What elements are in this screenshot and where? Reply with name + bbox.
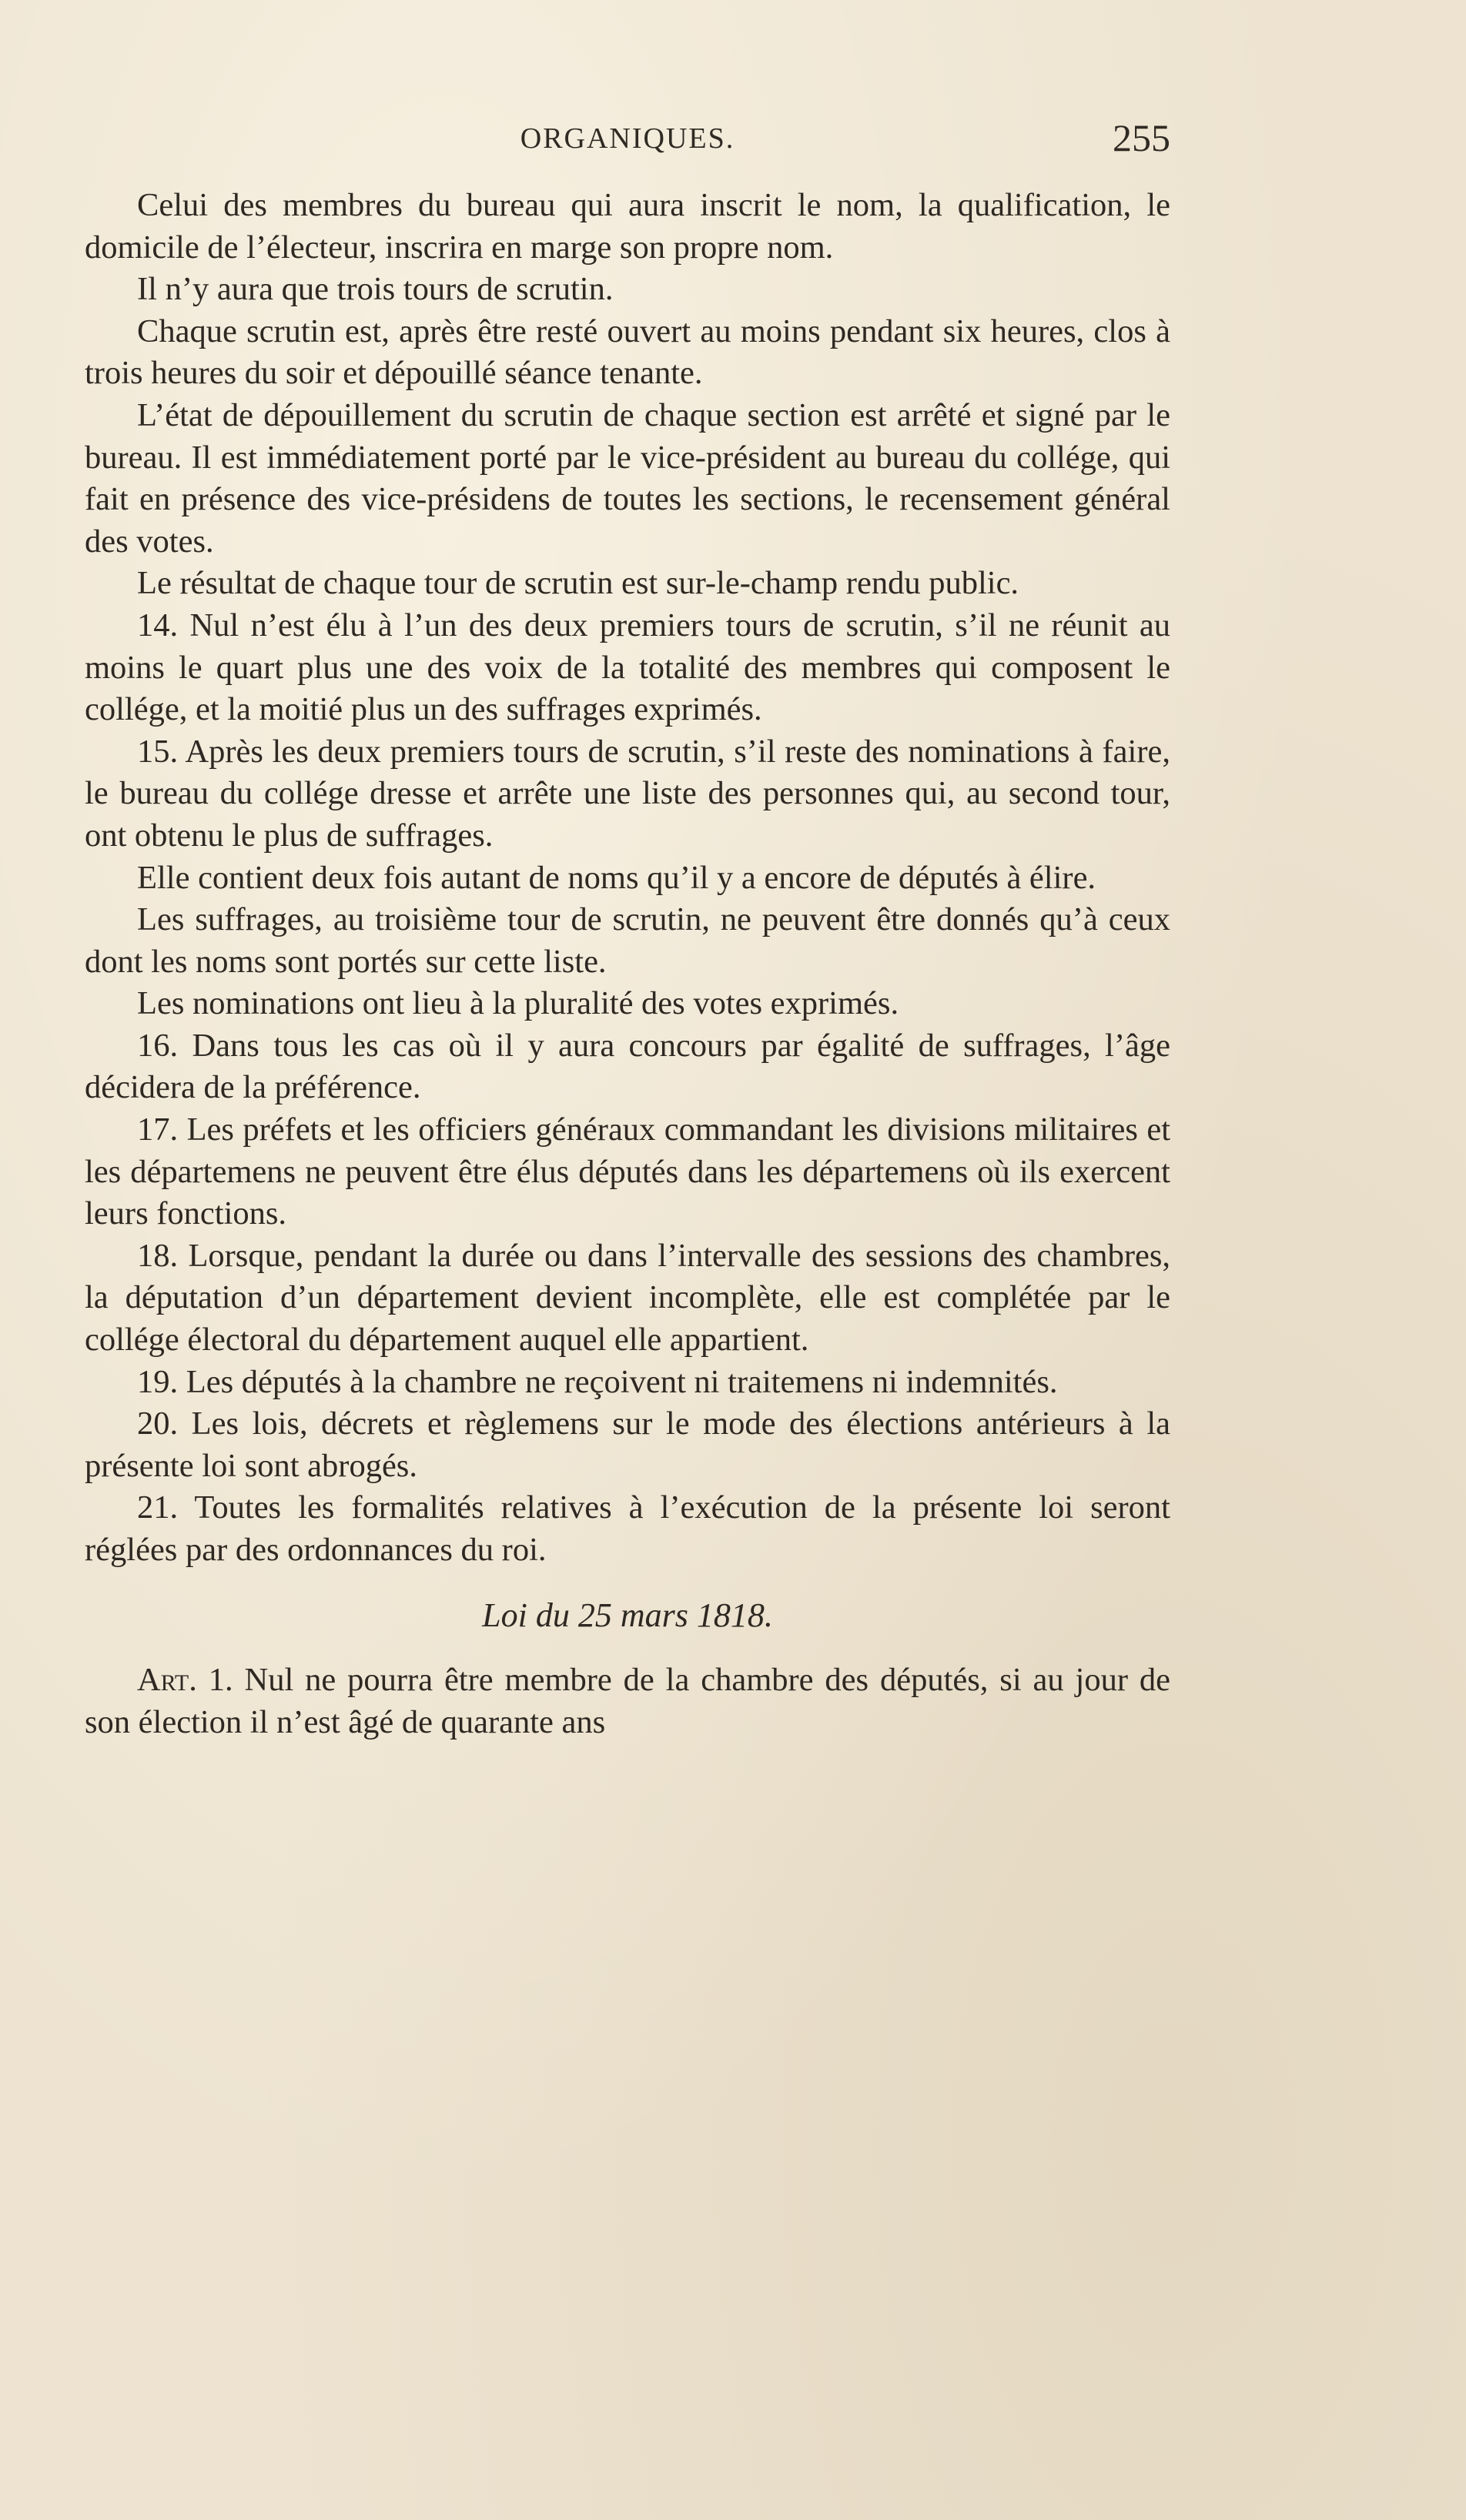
running-title: ORGANIQUES. [520, 122, 735, 155]
paragraph: Il n’y aura que trois tours de scrutin. [137, 271, 614, 308]
article-14: 14. Nul n’est élu à l’un des deux premiers tours de scrutin, s’il ne réunit au moins le quart plus une des voix de la totalité des membres qui composent le collége, et la moitié plus un des suffrages exprimés. [85, 607, 1170, 728]
paragraph: L’état de dépouillement du scrutin de chaque section est arrêté et signé par le bureau. Il est immédiatement porté par le vice-président au bureau du collége, qui fait en présence des vice-présidens de toutes les sections, le recensement général des votes. [85, 396, 1170, 560]
paragraph: Les suffrages, au troisième tour de scrutin, ne peuvent être donnés qu’à ceux dont les noms sont portés sur cette liste. [85, 901, 1170, 980]
article-15: 15. Après les deux premiers tours de scrutin, s’il reste des nominations à faire, le bureau du collége dresse et arrête une liste des personnes qui, au second tour, ont obtenu le plus de suffrages. [85, 733, 1170, 854]
article-16: 16. Dans tous les cas où il y aura concours par égalité de suffrages, l’âge décidera de la préférence. [85, 1027, 1170, 1106]
article-17: 17. Les préfets et les officiers généraux commandant les divisions militaires et les départemens ne peuvent être élus députés dans les départemens où ils exercent leurs fonctions. [85, 1111, 1170, 1232]
paragraph: Elle contient deux fois autant de noms qu’il y a encore de députés à élire. [137, 859, 1096, 896]
article-20: 20. Les lois, décrets et règlemens sur le mode des élections antérieurs à la présente loi sont abrogés. [85, 1405, 1170, 1484]
article-label: Art. 1. [137, 1662, 233, 1699]
article-18: 18. Lorsque, pendant la durée ou dans l’intervalle des sessions des chambres, la députation d’un département devient incomplète, elle est complétée par le collége électoral du département auquel elle appartient. [85, 1237, 1170, 1359]
page-number: 255 [1113, 116, 1170, 159]
law-heading: Loi du 25 mars 1818. [482, 1596, 773, 1634]
article-19: 19. Les députés à la chambre ne reçoivent ni traitemens ni indemnités. [137, 1363, 1058, 1400]
article-text: Nul ne pourra être membre de la chambre des députés, si au jour de son élection il n’est âgé de quarante ans [85, 1662, 1170, 1740]
paragraph: Le résultat de chaque tour de scrutin est sur-le-champ rendu public. [137, 565, 1019, 602]
page-header [85, 115, 1170, 169]
paragraph: Les nominations ont lieu à la pluralité des votes exprimés. [137, 985, 899, 1022]
article-1 [85, 1659, 1170, 1743]
article-21: 21. Toutes les formalités relatives à l’exécution de la présente loi seront réglées par des ordonnances du roi. [85, 1489, 1170, 1568]
body-text [85, 185, 1170, 1743]
paragraph: Chaque scrutin est, après être resté ouvert au moins pendant six heures, clos à trois heures du soir et dépouillé séance tenante. [85, 312, 1170, 392]
paragraph: Celui des membres du bureau qui aura inscrit le nom, la qualification, le domicile de l’électeur, inscrira en marge son propre nom. [85, 187, 1170, 266]
